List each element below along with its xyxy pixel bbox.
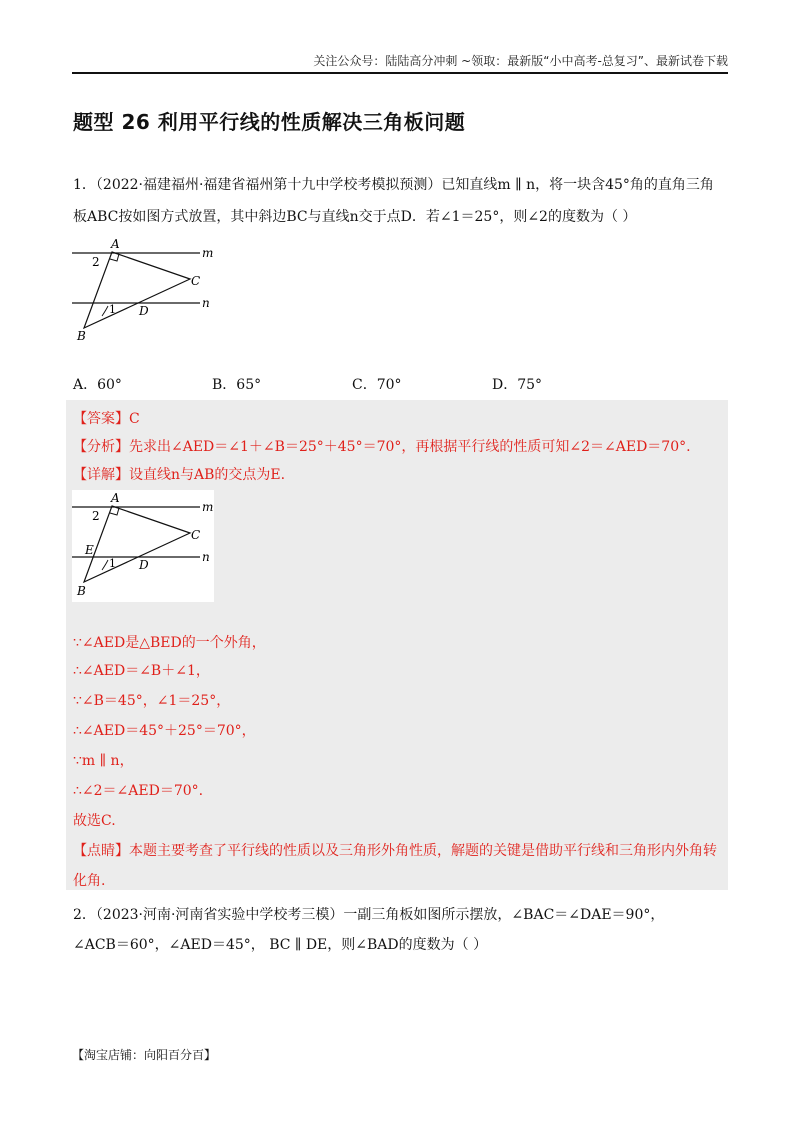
q1-label-2: 2: [92, 255, 100, 269]
header-rule: [72, 72, 728, 74]
step-6: ∴∠2＝∠AED＝70°.: [73, 783, 204, 799]
section-title: 题型 26 利用平行线的性质解决三角板问题: [73, 110, 466, 134]
step-4: ∴∠AED＝45°＋25°＝70°，: [73, 723, 256, 739]
q1-option-b[interactable]: B．65°: [212, 377, 262, 393]
sol-label-D: D: [139, 558, 149, 572]
page-header: 关注公众号：陆陆高分冲刺 ~领取：最新版“小中高考-总复习”、最新试卷下载: [313, 54, 728, 68]
q1-option-d[interactable]: D．75°: [492, 377, 543, 393]
q2-line1: 2．（2023·河南·河南省实验中学校考三模）一副三角板如图所示摆放，∠BAC＝∠DAE＝90°，: [73, 907, 665, 923]
q1-line1: 1．（2022·福建福州·福建省福州第十九中学校考模拟预测）已知直线m ∥ n，将一块含45°角的直角三角: [73, 177, 714, 193]
q1-option-c[interactable]: C．70°: [352, 377, 402, 393]
answer-line: 【答案】C: [73, 411, 140, 427]
q1-label-n: n: [202, 296, 210, 310]
q1-line2: 板ABC按如图方式放置，其中斜边BC与直线n交于点D．若∠1＝25°，则∠2的度数为（ ）: [73, 209, 637, 225]
q1-label-C: C: [191, 274, 201, 288]
step-2: ∴∠AED＝∠B＋∠1，: [73, 663, 210, 679]
sol-label-C: C: [191, 528, 201, 542]
detail-line: 【详解】设直线n与AB的交点为E.: [73, 467, 286, 483]
step-1: ∵∠AED是△BED的一个外角，: [73, 635, 266, 651]
page-footer: 【淘宝店铺：向阳百分百】: [72, 1048, 217, 1062]
sol-label-A: A: [111, 491, 120, 505]
q1-label-m: m: [202, 246, 214, 260]
comment-line1: 【点睛】本题主要考查了平行线的性质以及三角形外角性质，解题的关键是借助平行线和三角形内外角转: [73, 843, 717, 859]
analysis-line: 【分析】先求出∠AED＝∠1＋∠B＝25°＋45°＝70°，再根据平行线的性质可知∠2＝∠AED＝70°.: [73, 439, 691, 455]
q1-label-A: A: [111, 237, 120, 251]
sol-label-E: E: [85, 543, 94, 557]
sol-label-1: 1: [109, 557, 116, 570]
step-7: 故选C.: [73, 813, 116, 829]
q1-label-1: 1: [109, 303, 116, 316]
q1-label-B: B: [77, 329, 86, 343]
sol-label-n: n: [202, 550, 210, 564]
step-5: ∵m ∥ n，: [73, 753, 134, 769]
q2-line2: ∠ACB＝60°，∠AED＝45°， BC ∥ DE，则∠BAD的度数为（ ）: [73, 937, 488, 953]
sol-label-m: m: [202, 500, 214, 514]
q1-option-a[interactable]: A．60°: [73, 377, 122, 393]
q1-figure: [72, 236, 222, 346]
solution-figure: [72, 490, 222, 602]
sol-label-B: B: [77, 584, 86, 598]
comment-line2: 化角.: [73, 873, 106, 889]
q1-label-D: D: [139, 304, 149, 318]
sol-label-2: 2: [92, 509, 100, 523]
step-3: ∵∠B＝45°，∠1＝25°，: [73, 693, 231, 709]
